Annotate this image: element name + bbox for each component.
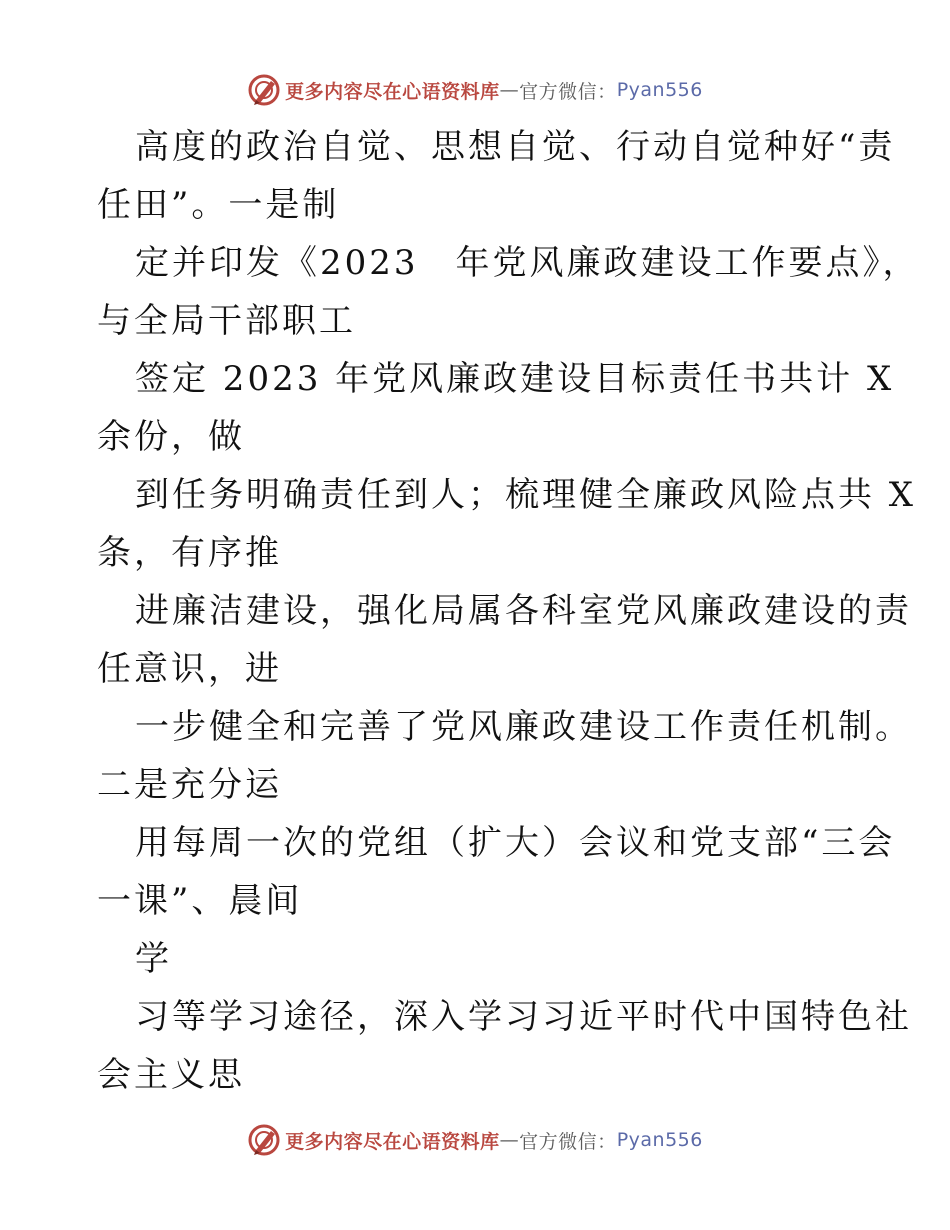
header-watermark bbox=[0, 72, 950, 108]
body-line: 习等学习途径，深入学习习近平时代中国特色社 bbox=[135, 997, 912, 1037]
body-line: 与全局干部职工 bbox=[97, 301, 356, 341]
pen-logo-icon bbox=[247, 73, 281, 107]
body-line: 一课”、晨间 bbox=[97, 881, 303, 921]
body-line: 签定 2023 年党风廉政建设目标责任书共计 X bbox=[135, 359, 895, 399]
body-line: 会主义思 bbox=[97, 1055, 245, 1095]
body-line: 余份，做 bbox=[97, 417, 245, 457]
watermark-wechat-label: 官方微信： bbox=[519, 80, 617, 103]
watermark-dash: — bbox=[499, 79, 520, 101]
body-line: 高度的政治自觉、思想自觉、行动自觉种好“责 bbox=[135, 127, 896, 167]
body-line: 一步健全和完善了党风廉政建设工作责任机制。 bbox=[135, 707, 912, 747]
body-line: 定并印发《2023 年党风廉政建设工作要点》， bbox=[135, 243, 920, 283]
watermark-site-text: 更多内容尽在心语资料库 bbox=[285, 80, 500, 103]
watermark-site-text: 更多内容尽在心语资料库 bbox=[285, 1130, 500, 1153]
pen-logo-icon bbox=[247, 1123, 281, 1157]
body-line: 条，有序推 bbox=[97, 533, 282, 573]
watermark-account: Pyan556 bbox=[616, 79, 703, 101]
body-line: 进廉洁建设，强化局属各科室党风廉政建设的责 bbox=[135, 591, 912, 631]
body-line: 到任务明确责任到人；梳理健全廉政风险点共 X bbox=[135, 475, 917, 515]
footer-watermark bbox=[0, 1122, 950, 1158]
watermark-wechat-label: 官方微信： bbox=[519, 1130, 617, 1153]
body-line: 学 bbox=[135, 939, 172, 979]
body-line: 用每周一次的党组（扩大）会议和党支部“三会 bbox=[135, 823, 896, 863]
watermark-account: Pyan556 bbox=[616, 1129, 703, 1151]
body-line: 任田”。一是制 bbox=[97, 185, 340, 225]
body-line: 任意识，进 bbox=[97, 649, 282, 689]
body-line: 二是充分运 bbox=[97, 765, 282, 805]
watermark-dash: — bbox=[499, 1129, 520, 1151]
